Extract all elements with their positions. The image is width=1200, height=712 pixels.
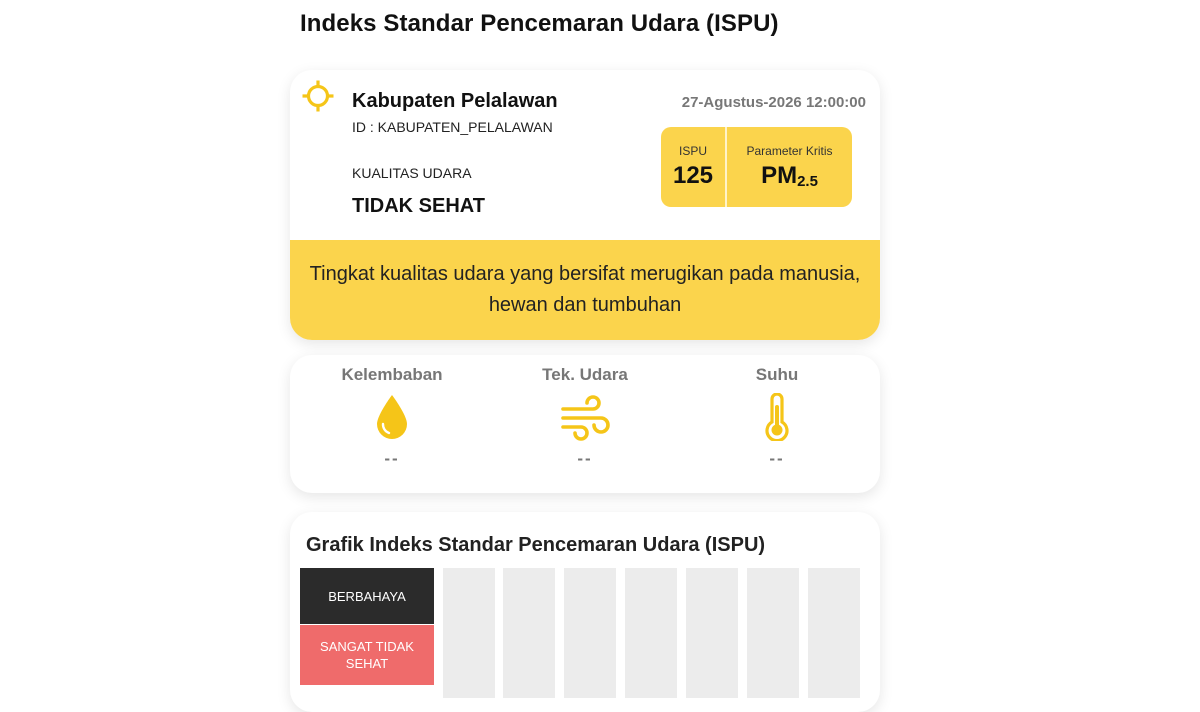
chart-column — [443, 568, 495, 698]
weather-item-temperature — [692, 365, 862, 469]
thermometer-icon — [762, 393, 792, 441]
temperature-label: Suhu — [755, 365, 799, 384]
band-berbahaya: BERBAHAYA — [300, 568, 434, 624]
air-pressure-label: Tek. Udara — [542, 365, 628, 384]
air-quality-card — [290, 70, 880, 340]
weather-item-air-pressure — [500, 365, 670, 469]
air-quality-label: KUALITAS UDARA — [352, 165, 472, 181]
weather-card — [290, 355, 880, 493]
location-crosshair-icon[interactable] — [302, 80, 334, 112]
station-id: ID : KABUPATEN_PELALAWAN — [352, 119, 553, 135]
ispu-chart-card — [290, 512, 880, 712]
humidity-label: Kelembaban — [341, 365, 443, 384]
air-quality-status: TIDAK SEHAT — [352, 195, 485, 217]
chart-title: Grafik Indeks Standar Pencemaran Udara (ISPU) — [306, 534, 766, 556]
chart-column — [747, 568, 799, 698]
chart-column — [686, 568, 738, 698]
ispu-badge — [661, 127, 852, 207]
chart-column — [503, 568, 555, 698]
air-quality-description-text: Tingkat kualitas udara yang bersifat merugikan pada manusia, hewan dan tumbuhan — [309, 263, 861, 316]
wind-icon — [559, 393, 611, 441]
page-title: Indeks Standar Pencemaran Udara (ISPU) — [300, 10, 779, 37]
water-drop-icon — [374, 393, 410, 441]
humidity-value: -- — [384, 449, 400, 468]
air-pressure-value: -- — [577, 449, 593, 468]
ispu-value-cell — [661, 127, 727, 207]
station-name: Kabupaten Pelalawan — [352, 90, 558, 112]
weather-item-humidity — [307, 365, 477, 469]
chart-column — [625, 568, 677, 698]
critical-parameter-cell — [727, 127, 852, 207]
critical-parameter-value — [761, 162, 818, 190]
critical-parameter-subscript: 2.5 — [797, 173, 818, 190]
temperature-value: -- — [769, 449, 785, 468]
chart-column — [564, 568, 616, 698]
measurement-datetime: 27-Agustus-2026 12:00:00 — [681, 94, 866, 111]
chart-column — [808, 568, 860, 698]
air-quality-description — [290, 240, 880, 340]
critical-parameter-main: PM — [761, 162, 798, 189]
band-sangat-tidak-sehat: SANGAT TIDAK SEHAT — [300, 625, 434, 685]
ispu-label: ISPU — [678, 144, 707, 158]
critical-parameter-label: Parameter Kritis — [746, 144, 833, 158]
ispu-value: 125 — [672, 162, 714, 189]
